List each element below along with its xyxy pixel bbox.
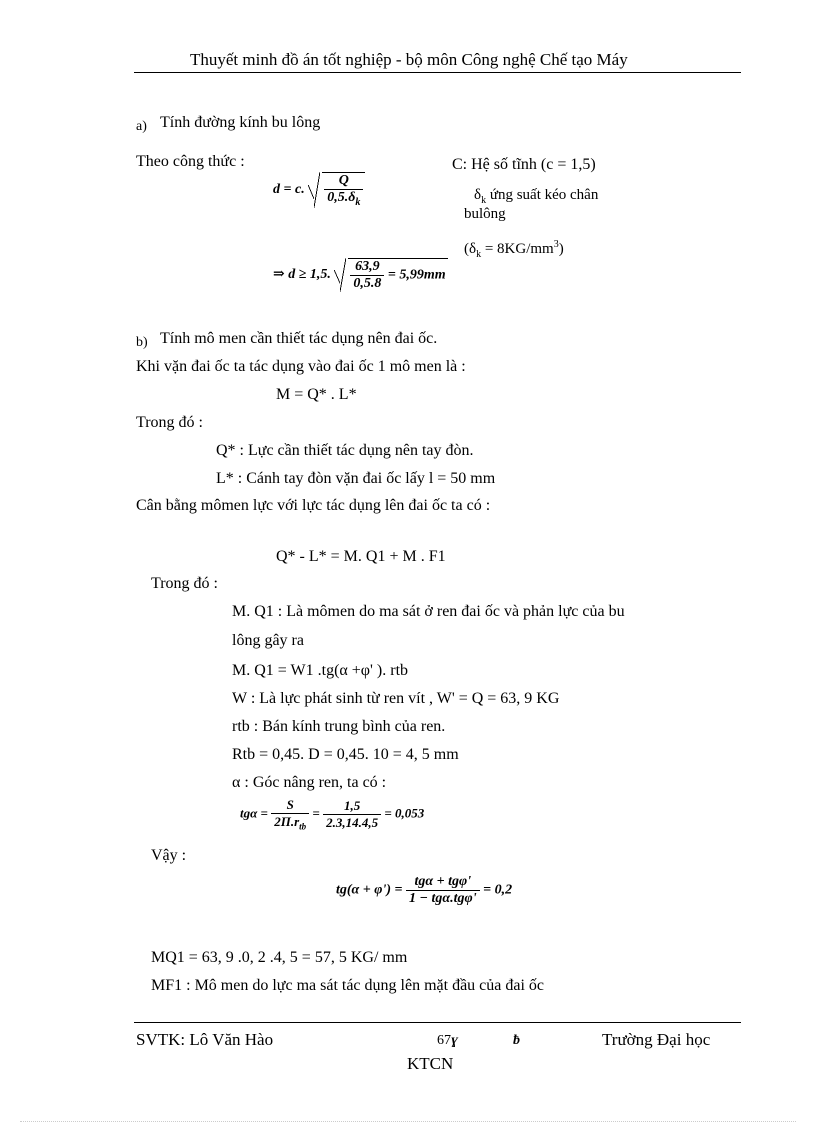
balance-line: Cân bằng mômen lực với lực tác dụng lên đai ốc ta có : xyxy=(136,497,491,514)
footer-page-number: 67ɣ xyxy=(437,1033,458,1048)
eq-balance: Q* - L* = M. Q1 + M . F1 xyxy=(276,548,446,565)
footer-school: Trường Đại học xyxy=(602,1030,711,1049)
rtb-equation: Rtb = 0,45. D = 0,45. 10 = 4, 5 mm xyxy=(232,746,459,763)
mq1-definition: M. Q1 : Là mômen do ma sát ở ren đai ốc và phản lực của bu xyxy=(232,603,625,620)
section-b-marker: b) xyxy=(136,335,148,350)
section-a-intro: Theo công thức : xyxy=(136,153,245,170)
trong-do-label: Trong đó : xyxy=(136,414,203,431)
ornament-left-icon: ɣ xyxy=(451,1033,458,1048)
formula-tg-alpha: tgα = $\frac{S}{2\Pi.r_{tb}}$ = $\frac{1,5}{2.3,14.4,5}$ = 0,053 xyxy=(240,797,425,832)
note-c: C: Hệ số tĩnh (c = 1,5) xyxy=(452,156,596,173)
section-a-marker: a) xyxy=(136,119,147,134)
section-b-line1: Khi vặn đai ốc ta tác dụng vào đai ốc 1 mô men là : xyxy=(136,358,466,375)
mq1-definition-cont: lông gây ra xyxy=(232,632,304,649)
note-delta-value: $(\delta_k = 8KG/mm^3)$ xyxy=(464,239,564,260)
formula-d: d = c. $\frac{Q}{0,5.\delta_k}$ xyxy=(273,172,365,208)
alpha-definition: α : Góc nâng ren, ta có : xyxy=(232,774,387,791)
l-definition: L* : Cánh tay đòn vặn đai ốc lấy l = 50 mm xyxy=(216,470,496,487)
mf1-definition: MF1 : Mô men do lực ma sát tác dụng lên mặt đầu của đai ốc xyxy=(151,977,545,994)
footer-school-cont: KTCN xyxy=(407,1054,454,1073)
eq-moment: M = Q* . L* xyxy=(276,386,357,403)
ornament-right-icon: ƀ xyxy=(513,1033,520,1048)
page-header-title: Thuyết minh đồ án tốt nghiệp - bộ môn Công nghệ Chế tạo Máy xyxy=(190,50,628,69)
mq1-equation: M. Q1 = W1 .tg(α +φ' ). rtb xyxy=(232,662,409,679)
vay-label: Vậy : xyxy=(151,847,187,864)
page-bottom-border xyxy=(20,1121,796,1122)
q-definition: Q* : Lực cần thiết tác dụng nên tay đòn. xyxy=(216,442,474,459)
section-b-heading: Tính mô men cần thiết tác dụng nên đai ốc. xyxy=(160,330,438,347)
note-delta: $\delta_k$ ứng suất kéo chân xyxy=(474,187,599,206)
header-rule xyxy=(134,72,741,73)
note-delta-cont: bulông xyxy=(464,206,506,222)
rtb-definition: rtb : Bán kính trung bình của ren. xyxy=(232,718,446,735)
section-a-heading: Tính đường kính bu lông xyxy=(160,114,321,131)
mq1-result: MQ1 = 63, 9 .0, 2 .4, 5 = 57, 5 KG/ mm xyxy=(151,949,408,966)
formula-d-result: ⇒ d ≥ 1,5. $\frac{63,9}{0,5.8}$ = 5,99mm xyxy=(273,259,446,291)
formula-tg-alpha-phi: tg(α + φ') = $\frac{\text{tgα + tgφ'}}{\text{1 − tgα.tgφ'}}$ = 0,2 xyxy=(336,874,513,906)
footer-rule xyxy=(134,1022,741,1023)
trong-do-label-2: Trong đó : xyxy=(151,575,218,592)
w-definition: W : Là lực phát sinh từ ren vít , W' = Q = 63, 9 KG xyxy=(232,690,560,707)
footer-author: SVTK: Lô Văn Hào xyxy=(136,1030,274,1049)
